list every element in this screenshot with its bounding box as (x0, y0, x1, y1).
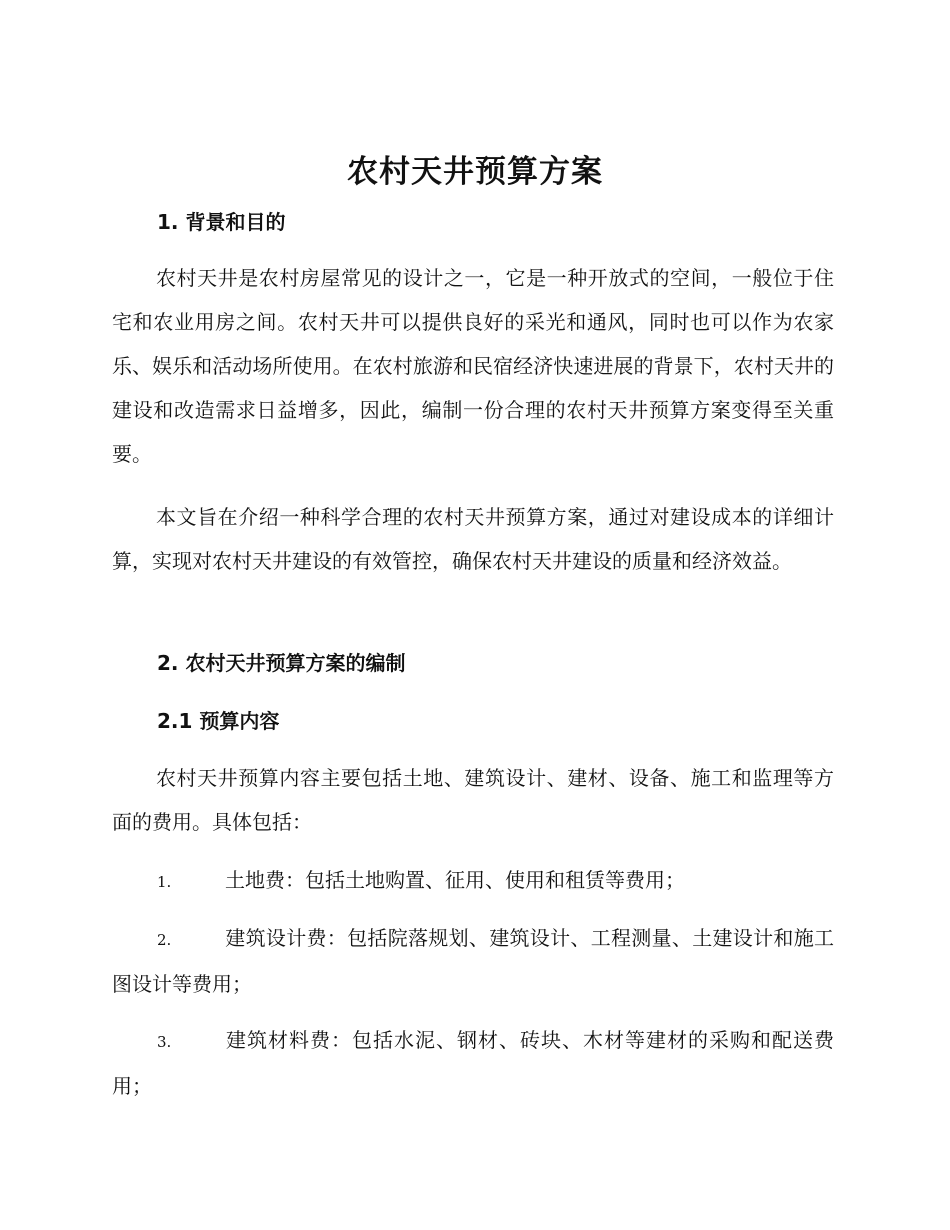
list-item (112, 1018, 834, 1108)
section-2-1-intro: 农村天井预算内容主要包括土地、建筑设计、建材、设备、施工和监理等方面的费用。具体包括： (112, 766, 834, 834)
list-item-number: 1. (157, 873, 172, 891)
list-item (112, 916, 834, 1006)
section-2-1-heading: 2.1 预算内容 (157, 709, 280, 733)
list-item-text: 土地费：包括土地购置、征用、使用和租赁等费用； (225, 868, 685, 892)
list-item-number: 2. (157, 931, 172, 949)
section-1-heading: 1. 背景和目的 (157, 210, 286, 234)
list-item-text: 建筑材料费：包括水泥、钢材、砖块、木材等建材的采购和配送费用； (112, 1028, 834, 1098)
section-2-heading: 2. 农村天井预算方案的编制 (157, 651, 406, 675)
list-item-text: 建筑设计费：包括院落规划、建筑设计、工程测量、土建设计和施工图设计等费用； (112, 926, 834, 996)
section-1-paragraph-2: 本文旨在介绍一种科学合理的农村天井预算方案，通过对建设成本的详细计算，实现对农村天井建设的有效管控，确保农村天井建设的质量和经济效益。 (112, 505, 834, 573)
section-1-paragraph-1: 农村天井是农村房屋常见的设计之一，它是一种开放式的空间，一般位于住宅和农业用房之间。农村天井可以提供良好的采光和通风，同时也可以作为农家乐、娱乐和活动场所使用。在农村旅游和民宿经济快速进展的背景下，农村天井的建设和改造需求日益增多，因此，编制一份合理的农村天井预算方案变得至关重要。 (112, 266, 834, 466)
list-item-number: 3. (157, 1033, 172, 1051)
document-title: 农村天井预算方案 (347, 154, 603, 190)
list-item (112, 858, 834, 904)
